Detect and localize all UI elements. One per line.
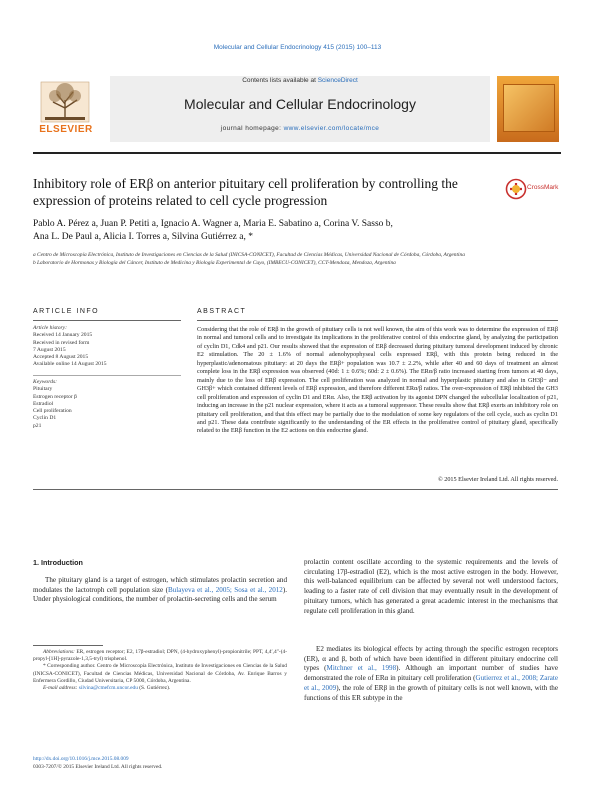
article-title: Inhibitory role of ERβ on anterior pituitary cell proliferation by controlling the expression of proteins related to cell cycle progression	[33, 176, 458, 208]
email-link[interactable]: silvina@cmefcm.uncor.edu	[78, 685, 138, 692]
intro-text: ). Under physiological conditions, the number of prolactin-secreting cells and the serum	[33, 585, 287, 604]
affiliation-a: a Centro de Microscopía Electrónica, Instituto de Investigaciones en Ciencias de la Salud (INICSA-CONICET), Facultad de Ciencias Médicas, Universidad Nacional de Córdoba, Córdoba, Argentina	[33, 252, 465, 258]
abbrev-label: Abbreviations:	[43, 649, 75, 655]
history-item: Received in revised form	[33, 339, 90, 346]
reference-link[interactable]: Mitchner et al., 1998	[326, 664, 397, 673]
abstract-rule	[197, 320, 558, 321]
intro-text: ). Although an important number of studies have demonstrated the role of ERα in pituitary cell proliferation (	[304, 664, 558, 683]
history-label: Article history:	[33, 325, 68, 331]
email-label: E-mail address:	[43, 685, 79, 692]
history-item: 7 August 2015	[33, 346, 66, 353]
article-info-rule	[33, 320, 181, 321]
history-item: Accepted 8 August 2015	[33, 354, 89, 361]
keyword-item: p21	[33, 422, 42, 429]
intro-text: E2 mediates its biological effects by acting through the specific estrogen receptors (ER), α and β, both of which have been identified in different pituitary endocrine cell types (	[304, 645, 558, 673]
crossmark-icon[interactable]	[505, 178, 527, 200]
corresponding-author: * Corresponding author. Centro de Microscopía Electrónica, Instituto de Investigaciones en Ciencias de la Salud (INICSA-CONICET), Facultad de Ciencias Médicas, Universidad Nacional de Córdoba, Av. Enrique Barros y Enfermera Gordillo, Ciudad Universitaria, CP 5000, Córdoba, Argentina.	[33, 663, 287, 684]
intro-right-paragraph-2	[304, 645, 558, 703]
intro-text: ), the role of ERβ in the growth of pituitary cells is not well known, with the functions of this ER subtype in the	[304, 683, 558, 702]
footnote-rule	[33, 645, 103, 646]
authors-line-1: Pablo A. Pérez a, Juan P. Petiti a, Ignacio A. Wagner a, Maria E. Sabatino a, Corina V. Sasso b,	[33, 219, 393, 229]
keyword-item: Cyclin D1	[33, 415, 57, 422]
history-rule	[33, 375, 181, 376]
doi-link[interactable]: http://dx.doi.org/10.1016/j.mce.2015.08.009	[33, 756, 129, 762]
article-info-heading: ARTICLE INFO	[33, 308, 100, 315]
contents-line	[110, 77, 490, 84]
affiliations	[33, 251, 558, 267]
intro-paragraph-1	[33, 576, 287, 605]
abstract-bottom-rule	[33, 489, 558, 490]
footnotes	[33, 649, 287, 692]
authors-line-2: Ana L. De Paul a, Alicia I. Torres a, Silvina Gutiérrez a, *	[33, 232, 253, 242]
history-item: Available online 14 August 2015	[33, 361, 107, 368]
author-list	[33, 218, 558, 244]
contents-prefix: Contents lists available at	[242, 77, 318, 84]
reference-link[interactable]: Gutierrez et al., 2008; Zarate et al., 2009	[304, 674, 558, 692]
keyword-item: Estradiol	[33, 400, 54, 407]
elsevier-wordmark: ELSEVIER	[39, 124, 93, 135]
homepage-link[interactable]: www.elsevier.com/locate/mce	[283, 125, 380, 132]
abstract-text: Considering that the role of ERβ in the growth of pituitary cells is not well known, the aim of this work was to determine the expression of ERβ in normal and tumoral cells and to investigate its implications in the proliferative control of this endocrine gland, by analyzing the participation of cyclin D1, Cdk4 and p21. Our results showed that the expression of ERβ decreased during pituitary tumoral development induced by chronic E2 stimulation. The 20 ± 1.6% of normal adenohypophyseal cells expressed ERβ, with this protein being reduced in the hyperplastic/adenomatous pituitary: at 20 days the ERβ+ population was 10.7 ± 2.2%, while after 40 and 60 days of treatment an almost complete loss in the ERβ expression was observed (40d: 1 ± 0.6%; 60d: 2 ± 0.6%). The ERα/β ratio increased starting from tumors at 40 days, mainly due to the loss of ERβ expression. The cell proliferation was analyzed in normal and hyperplastic pituitary and also in GH3β− and GH3β+ which contained different levels of ERβ expression, and therefore different ERα/β ratios. The over-expression of ERβ inhibited the GH3 cell proliferation and expression of cyclin D1 and ERα. Also, the ERβ activation by its agonist DPN changed the subcellular localization of p21, inducing an increase in the p21 nuclear expression, where it acts as a tumoral suppressor. These results show that ERβ exerts an inhibitory role on pituitary cell proliferation, and that this effect may be partially due to the modulation of some key regulators of the cell cycle, such as cyclin D1 and p21. These data contribute significantly to the understanding of the ER effects in the proliferative control of pituitary gland, specifically related to the ERβ function in the E2 actions on this endocrine gland.	[197, 326, 558, 435]
keyword-item: Estrogen receptor β	[33, 393, 77, 400]
keyword-item: Cell proliferation	[33, 408, 72, 415]
abbreviations: ER, estrogen receptor; E2, 17β-estradiol; DPN, (4-hydroxyphenyl)-propionitrile; PPT, 4,4′,4″-(4-propyl-[1H]-pyrazole-1,3,5-tryl) trisphenol.	[33, 649, 287, 663]
crossmark-label[interactable]: CrossMark	[527, 184, 559, 191]
footer-rights: 0303-7207/© 2015 Elsevier Ireland Ltd. All rights reserved.	[33, 763, 163, 770]
intro-right-paragraph-1: prolactin content oscillate according to the systemic requirements and the levels of circulating 17β-estradiol (E2), which is the most active estrogen in the body. However, this well-balanced equilibrium can be affected by several not well understood factors, leading to a faster rate of cell division that may eventually result in the development of pituitary tumors, which has generated a great academic interest in the mechanisms that regulate cell proliferation in this gland.	[304, 558, 558, 615]
abstract-heading: ABSTRACT	[197, 308, 247, 315]
sciencedirect-link[interactable]: ScienceDirect	[317, 77, 358, 84]
journal-citation[interactable]: Molecular and Cellular Endocrinology 415 (2015) 100–113	[213, 44, 382, 51]
reference-link[interactable]: Bulayeva et al., 2005; Sosa et al., 2012	[167, 585, 283, 594]
page-footer	[33, 756, 162, 771]
journal-homepage	[110, 125, 490, 132]
abstract-copyright: © 2015 Elsevier Ireland Ltd. All rights reserved.	[438, 476, 558, 483]
history-item: Received 14 January 2015	[33, 332, 93, 339]
journal-name: Molecular and Cellular Endocrinology	[184, 96, 416, 112]
keywords-label: Keywords:	[33, 379, 58, 385]
intro-text: The pituitary gland is a target of estrogen, which stimulates prolactin secretion and modulates the lactotroph cell population size (	[33, 576, 287, 594]
affiliation-b: b Laboratorio de Hormonas y Biología del Cáncer, Instituto de Medicina y Biología Experimental de Cuyo, (IMBECU-CONICET), CCT-Mendoza, Mendoza, Argentina	[33, 260, 396, 266]
article-history	[33, 325, 181, 369]
email-suffix: (S. Gutiérrez).	[137, 685, 171, 692]
keyword-item: Pituitary	[33, 386, 53, 393]
keywords	[33, 379, 181, 430]
introduction-heading: 1. Introduction	[33, 558, 83, 567]
journal-cover-art	[503, 84, 555, 132]
homepage-prefix: journal homepage:	[220, 125, 284, 132]
header-rule	[33, 152, 561, 154]
